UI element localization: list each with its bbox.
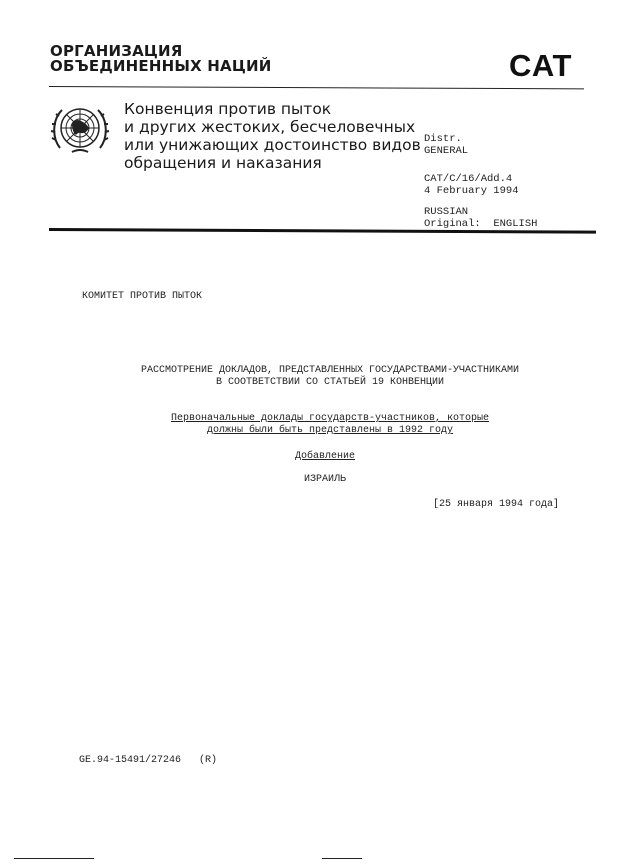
footer-rule-center xyxy=(322,858,362,859)
language-block xyxy=(424,206,537,230)
submission-date: [25 января 1994 года] xyxy=(433,499,560,510)
report-title xyxy=(100,365,560,389)
distribution-block xyxy=(424,133,468,157)
organization-name xyxy=(50,44,271,74)
language: RUSSIAN xyxy=(424,206,469,218)
distr-label: Distr. xyxy=(424,133,462,145)
doc-symbol: CAT/C/16/Add.4 xyxy=(424,173,513,185)
un-emblem-icon xyxy=(50,102,110,156)
language-code: (R) xyxy=(199,755,218,766)
header-divider xyxy=(49,86,584,89)
job-number xyxy=(79,755,217,767)
convention-line-4: обращения и наказания xyxy=(124,154,322,172)
doc-date: 4 February 1994 xyxy=(424,185,519,197)
organization-line-1: ОРГАНИЗАЦИЯ xyxy=(50,42,183,60)
original-value: ENGLISH xyxy=(493,218,538,230)
original-language xyxy=(424,218,537,230)
footer-rule-left xyxy=(14,858,94,859)
organization-line-2: ОБЪЕДИНЕННЫХ НАЦИЙ xyxy=(50,57,272,75)
addendum-label: Добавление xyxy=(294,451,355,462)
distr-value: GENERAL xyxy=(424,145,469,157)
report-subtitle-line-1: Первоначальные доклады государств-участников, которые xyxy=(170,413,490,424)
convention-title xyxy=(124,100,421,172)
convention-line-3: или унижающих достоинство видов xyxy=(124,136,421,154)
symbol-date-block xyxy=(424,173,519,197)
convention-line-1: Конвенция против пыток xyxy=(124,100,332,118)
country-name: ИЗРАИЛЬ xyxy=(303,474,346,485)
report-subtitle xyxy=(120,413,540,437)
document-symbol-cat: CAT xyxy=(509,48,572,83)
original-label: Original: xyxy=(424,218,481,230)
committee-name: КОМИТЕТ ПРОТИВ ПЫТОК xyxy=(82,291,203,302)
report-subtitle-line-2: должны были быть представлены в 1992 году xyxy=(206,425,454,436)
report-title-line-1: РАССМОТРЕНИЕ ДОКЛАДОВ, ПРЕДСТАВЛЕННЫХ ГОСУДАРСТВАМИ-УЧАСТНИКАМИ xyxy=(140,365,520,376)
report-title-line-2: В СООТВЕТСТВИИ СО СТАТЬЕЙ 19 КОНВЕНЦИИ xyxy=(215,377,445,388)
job-number-value: GE.94-15491/27246 xyxy=(79,755,182,766)
convention-line-2: и других жестоких, бесчеловечных xyxy=(124,118,416,136)
